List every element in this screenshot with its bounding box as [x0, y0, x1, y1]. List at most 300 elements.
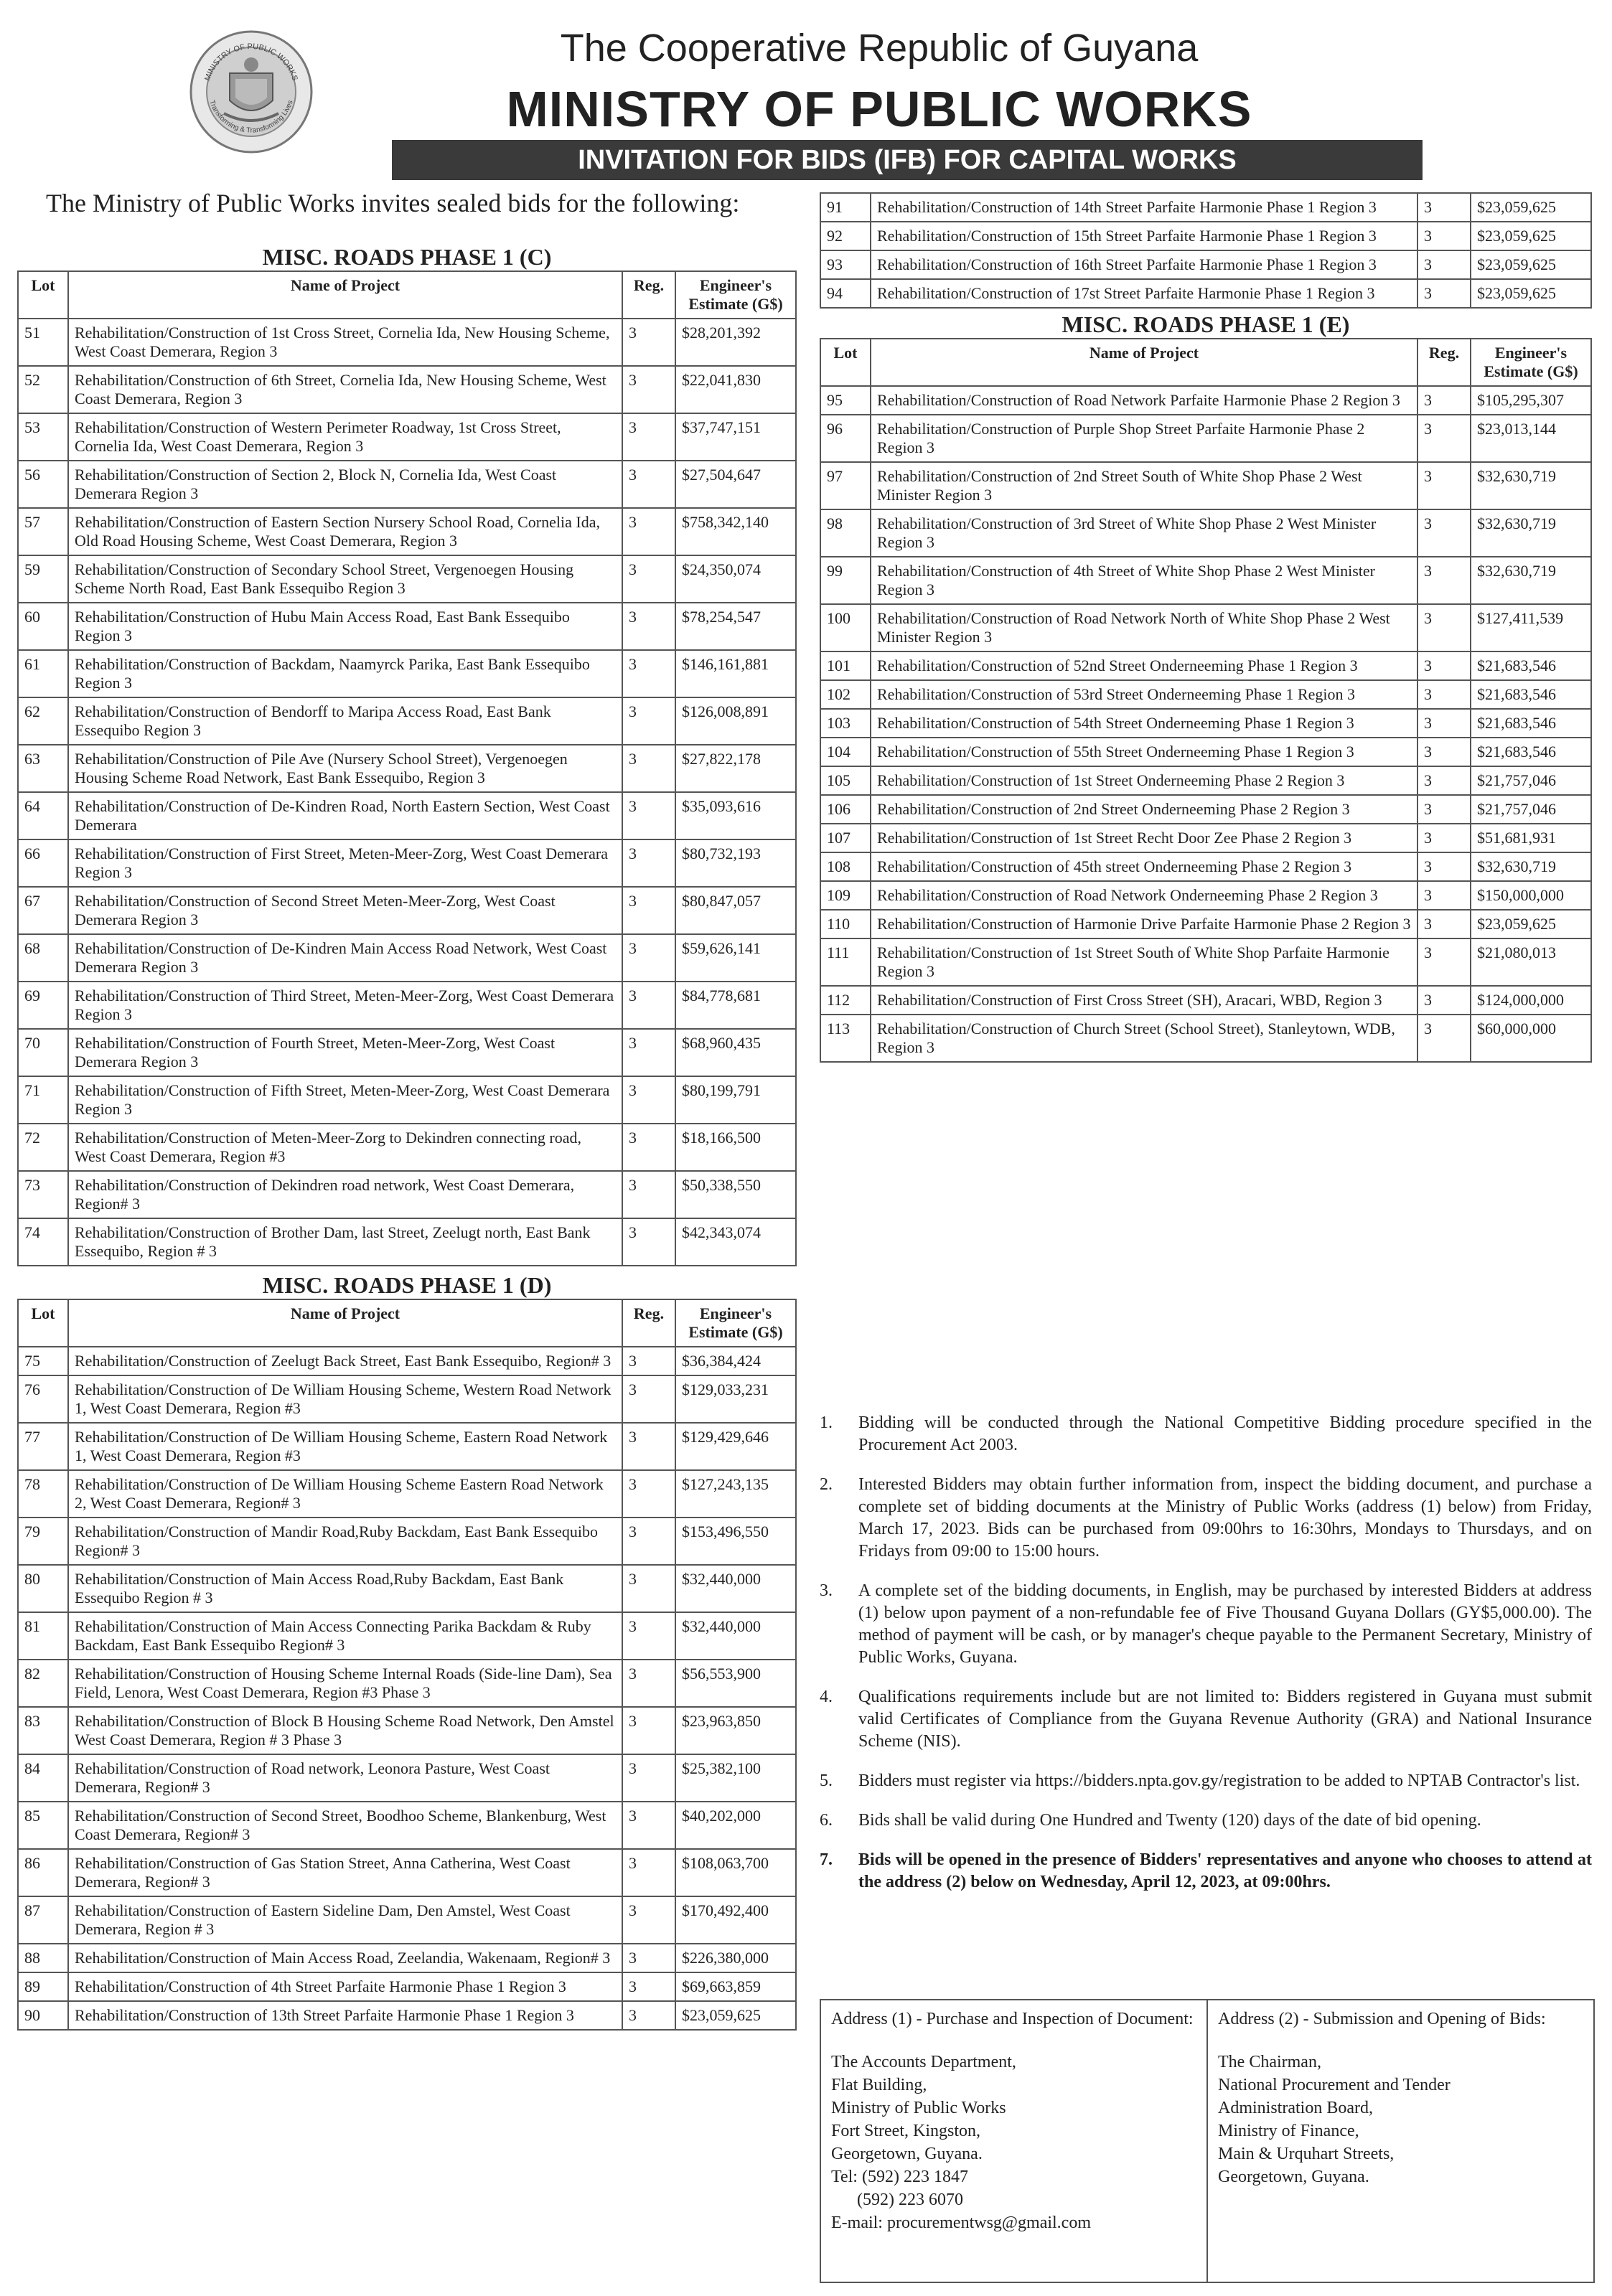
estimate-cell: $127,243,135: [675, 1470, 796, 1518]
project-name-cell: Rehabilitation/Construction of 52nd Street Onderneeming Phase 1 Region 3: [871, 651, 1417, 680]
lot-cell: 53: [18, 413, 68, 461]
region-cell: 3: [622, 1124, 675, 1171]
lot-cell: 79: [18, 1518, 68, 1565]
project-name-cell: Rehabilitation/Construction of 13th Street Parfaite Harmonie Phase 1 Region 3: [68, 2001, 622, 2030]
region-cell: 3: [622, 1565, 675, 1612]
project-name-cell: Rehabilitation/Construction of Fourth Street, Meten-Meer-Zorg, West Coast Demerara Region 3: [68, 1029, 622, 1076]
col-lot-header: Lot: [18, 1299, 68, 1347]
project-name-cell: Rehabilitation/Construction of 1st Street Recht Door Zee Phase 2 Region 3: [871, 824, 1417, 852]
lot-cell: 76: [18, 1375, 68, 1423]
region-cell: 3: [622, 508, 675, 555]
estimate-cell: $32,630,719: [1471, 509, 1591, 557]
address-1-line: Fort Street, Kingston,: [831, 2122, 980, 2140]
bid-row: [18, 1754, 796, 1802]
region-cell: 3: [1417, 222, 1471, 250]
lot-cell: 100: [820, 604, 871, 651]
lot-cell: 112: [820, 986, 871, 1015]
project-name-cell: Rehabilitation/Construction of 16th Street Parfaite Harmonie Phase 1 Region 3: [871, 250, 1417, 279]
address-2-box: [1206, 2000, 1593, 2282]
estimate-cell: $56,553,900: [675, 1660, 796, 1707]
bid-row: [18, 1218, 796, 1266]
lot-cell: 102: [820, 680, 871, 709]
region-cell: 3: [1417, 279, 1471, 308]
note-text: A complete set of the bidding documents, in English, may be purchased by interested Bidders at address (1) below upon payment of a non-refundable fee of Five Thousand Guyana Dollars (GY$5,000.00). The method of payment will be cash, or by manager's cheque payable to the Permanent Secretary, Ministry of Public Works, Guyana.: [858, 1581, 1592, 1667]
section-c-table: [17, 270, 797, 1266]
region-cell: 3: [622, 1076, 675, 1124]
region-cell: 3: [622, 603, 675, 650]
region-cell: 3: [622, 1896, 675, 1944]
project-name-cell: Rehabilitation/Construction of 1st Street Onderneeming Phase 2 Region 3: [871, 766, 1417, 795]
col-lot-header: Lot: [18, 271, 68, 319]
lot-cell: 105: [820, 766, 871, 795]
bid-row: [18, 1849, 796, 1896]
note-item: [820, 1686, 1592, 1753]
project-name-cell: Rehabilitation/Construction of De-Kindren Road, North Eastern Section, West Coast Demerara: [68, 792, 622, 839]
bid-row: [18, 745, 796, 792]
project-name-cell: Rehabilitation/Construction of 2nd Street Onderneeming Phase 2 Region 3: [871, 795, 1417, 824]
estimate-cell: $23,059,625: [675, 2001, 796, 2030]
region-cell: 3: [622, 1470, 675, 1518]
project-name-cell: Rehabilitation/Construction of Third Street, Meten-Meer-Zorg, West Coast Demerara Region 3: [68, 982, 622, 1029]
project-name-cell: Rehabilitation/Construction of Main Access Connecting Parika Backdam & Ruby Backdam, East Bank Essequibo Region# 3: [68, 1612, 622, 1660]
region-cell: 3: [622, 1423, 675, 1470]
lot-cell: 89: [18, 1972, 68, 2001]
project-name-cell: Rehabilitation/Construction of Road Network Onderneeming Phase 2 Region 3: [871, 881, 1417, 910]
col-reg-header: Reg.: [622, 1299, 675, 1347]
project-name-cell: Rehabilitation/Construction of 1st Cross Street, Cornelia Ida, New Housing Scheme, West Coast Demerara, Region 3: [68, 319, 622, 366]
region-cell: 3: [622, 982, 675, 1029]
address-1-email[interactable]: E-mail: procurementwsg@gmail.com: [831, 2213, 1092, 2232]
estimate-cell: $23,059,625: [1471, 910, 1591, 938]
region-cell: 3: [1417, 766, 1471, 795]
region-cell: 3: [622, 839, 675, 887]
col-est-header: Engineer's Estimate (G$): [675, 1299, 796, 1347]
region-cell: 3: [1417, 824, 1471, 852]
lot-cell: 106: [820, 795, 871, 824]
project-name-cell: Rehabilitation/Construction of Housing Scheme Internal Roads (Side-line Dam), Sea Field, Lenora, West Coast Demerara, Region #3 Phase 3: [68, 1660, 622, 1707]
lot-cell: 74: [18, 1218, 68, 1266]
note-number: 4.: [820, 1688, 833, 1706]
estimate-cell: $23,963,850: [675, 1707, 796, 1754]
address-2-heading: Address (2) - Submission and Opening of Bids:: [1218, 2010, 1546, 2028]
address-1-line: The Accounts Department,: [831, 2053, 1016, 2071]
section-d-table-part2: [820, 192, 1592, 309]
region-cell: 3: [1417, 738, 1471, 766]
project-name-cell: Rehabilitation/Construction of Section 2, Block N, Cornelia Ida, West Coast Demerara Region 3: [68, 461, 622, 508]
lot-cell: 64: [18, 792, 68, 839]
region-cell: 3: [1417, 462, 1471, 509]
section-e-title: MISC. ROADS PHASE 1 (E): [1062, 311, 1350, 337]
address-2-line: Administration Board,: [1218, 2099, 1373, 2117]
estimate-cell: $32,630,719: [1471, 557, 1591, 604]
region-cell: 3: [1417, 881, 1471, 910]
address-2-line: Main & Urquhart Streets,: [1218, 2145, 1395, 2163]
bid-row: [18, 1518, 796, 1565]
estimate-cell: $69,663,859: [675, 1972, 796, 2001]
seal-bottom-text: Transforming & Transforming Lives: [207, 99, 295, 135]
bid-row: [820, 604, 1591, 651]
estimate-cell: $170,492,400: [675, 1896, 796, 1944]
project-name-cell: Rehabilitation/Construction of 2nd Street South of White Shop Phase 2 West Minister Region 3: [871, 462, 1417, 509]
region-cell: 3: [622, 1944, 675, 1972]
project-name-cell: Rehabilitation/Construction of Backdam, Naamyrck Parika, East Bank Essequibo Region 3: [68, 650, 622, 697]
note-number: 7.: [820, 1850, 833, 1869]
lot-cell: 103: [820, 709, 871, 738]
lot-cell: 63: [18, 745, 68, 792]
col-reg-header: Reg.: [1417, 339, 1471, 386]
lot-cell: 78: [18, 1470, 68, 1518]
estimate-cell: $78,254,547: [675, 603, 796, 650]
estimate-cell: $105,295,307: [1471, 386, 1591, 415]
estimate-cell: $42,343,074: [675, 1218, 796, 1266]
lot-cell: 51: [18, 319, 68, 366]
estimate-cell: $129,429,646: [675, 1423, 796, 1470]
bid-row: [18, 792, 796, 839]
address-1-line: Ministry of Public Works: [831, 2099, 1006, 2117]
region-cell: 3: [1417, 795, 1471, 824]
intro-text: The Ministry of Public Works invites sealed bids for the following:: [46, 189, 740, 217]
estimate-cell: $21,757,046: [1471, 795, 1591, 824]
lot-cell: 71: [18, 1076, 68, 1124]
col-name-header: Name of Project: [871, 339, 1417, 386]
address-1-heading: Address (1) - Purchase and Inspection of Document:: [831, 2010, 1194, 2028]
estimate-cell: $21,080,013: [1471, 938, 1591, 986]
col-est-header: Engineer's Estimate (G$): [1471, 339, 1591, 386]
note-item: [820, 1474, 1592, 1563]
lot-cell: 108: [820, 852, 871, 881]
region-cell: 3: [622, 697, 675, 745]
bid-row: [820, 222, 1591, 250]
region-cell: 3: [622, 934, 675, 982]
note-item: [820, 1770, 1592, 1792]
bid-row: [820, 386, 1591, 415]
region-cell: 3: [622, 1347, 675, 1375]
estimate-cell: $23,059,625: [1471, 250, 1591, 279]
estimate-cell: $22,041,830: [675, 366, 796, 413]
estimate-cell: $146,161,881: [675, 650, 796, 697]
bid-row: [18, 1802, 796, 1849]
bid-row: [18, 603, 796, 650]
estimate-cell: $27,822,178: [675, 745, 796, 792]
project-name-cell: Rehabilitation/Construction of Second Street, Boodhoo Scheme, Blankenburg, West Coast Demerara, Region# 3: [68, 1802, 622, 1849]
region-cell: 3: [622, 1707, 675, 1754]
lot-cell: 59: [18, 555, 68, 603]
bid-row: [18, 1124, 796, 1171]
lot-cell: 52: [18, 366, 68, 413]
bid-row: [820, 910, 1591, 938]
estimate-cell: $21,757,046: [1471, 766, 1591, 795]
bid-row: [820, 193, 1591, 222]
region-cell: 3: [622, 1375, 675, 1423]
region-cell: 3: [622, 461, 675, 508]
region-cell: 3: [622, 1518, 675, 1565]
lot-cell: 69: [18, 982, 68, 1029]
note-text: Bidding will be conducted through the National Competitive Bidding procedure specified in the Procurement Act 2003.: [858, 1413, 1592, 1454]
project-name-cell: Rehabilitation/Construction of 3rd Street of White Shop Phase 2 West Minister Region 3: [871, 509, 1417, 557]
lot-cell: 111: [820, 938, 871, 986]
bid-row: [18, 366, 796, 413]
project-name-cell: Rehabilitation/Construction of 53rd Street Onderneeming Phase 1 Region 3: [871, 680, 1417, 709]
project-name-cell: Rehabilitation/Construction of Harmonie Drive Parfaite Harmonie Phase 2 Region 3: [871, 910, 1417, 938]
bid-row: [820, 881, 1591, 910]
bid-row: [18, 697, 796, 745]
bid-row: [820, 462, 1591, 509]
project-name-cell: Rehabilitation/Construction of 6th Street, Cornelia Ida, New Housing Scheme, West Coast Demerara, Region 3: [68, 366, 622, 413]
col-reg-header: Reg.: [622, 271, 675, 319]
bid-row: [18, 461, 796, 508]
region-cell: 3: [1417, 604, 1471, 651]
bid-row: [18, 1470, 796, 1518]
estimate-cell: $23,013,144: [1471, 415, 1591, 462]
address-1-line: Georgetown, Guyana.: [831, 2145, 983, 2163]
bid-row: [18, 319, 796, 366]
note-item: [820, 1810, 1592, 1832]
bid-row: [820, 766, 1591, 795]
project-name-cell: Rehabilitation/Construction of Meten-Meer-Zorg to Dekindren connecting road, West Coast Demerara, Region #3: [68, 1124, 622, 1171]
estimate-cell: $758,342,140: [675, 508, 796, 555]
seal-top-text: MINISTRY OF PUBLIC WORKS: [203, 42, 299, 83]
estimate-cell: $60,000,000: [1471, 1015, 1591, 1062]
estimate-cell: $32,440,000: [675, 1565, 796, 1612]
lot-cell: 80: [18, 1565, 68, 1612]
region-cell: 3: [1417, 193, 1471, 222]
project-name-cell: Rehabilitation/Construction of Bendorff to Maripa Access Road, East Bank Essequibo Region 3: [68, 697, 622, 745]
bid-row: [18, 1375, 796, 1423]
region-cell: 3: [1417, 1015, 1471, 1062]
estimate-cell: $80,847,057: [675, 887, 796, 934]
bid-row: [820, 709, 1591, 738]
col-name-header: Name of Project: [68, 271, 622, 319]
estimate-cell: $59,626,141: [675, 934, 796, 982]
bid-row: [18, 1029, 796, 1076]
bid-row: [820, 795, 1591, 824]
lot-cell: 66: [18, 839, 68, 887]
lot-cell: 87: [18, 1896, 68, 1944]
region-cell: 3: [622, 650, 675, 697]
lot-cell: 92: [820, 222, 871, 250]
project-name-cell: Rehabilitation/Construction of 14th Street Parfaite Harmonie Phase 1 Region 3: [871, 193, 1417, 222]
project-name-cell: Rehabilitation/Construction of Second Street Meten-Meer-Zorg, West Coast Demerara Region 3: [68, 887, 622, 934]
address-1-line: Flat Building,: [831, 2076, 927, 2094]
project-name-cell: Rehabilitation/Construction of Hubu Main Access Road, East Bank Essequibo Region 3: [68, 603, 622, 650]
bid-row: [18, 1707, 796, 1754]
lot-cell: 67: [18, 887, 68, 934]
estimate-cell: $23,059,625: [1471, 193, 1591, 222]
project-name-cell: Rehabilitation/Construction of Fifth Street, Meten-Meer-Zorg, West Coast Demerara Region 3: [68, 1076, 622, 1124]
estimate-cell: $126,008,891: [675, 697, 796, 745]
estimate-cell: $32,440,000: [675, 1612, 796, 1660]
address-2-line: National Procurement and Tender: [1218, 2076, 1451, 2094]
section-e-table: [820, 338, 1592, 1063]
estimate-cell: $50,338,550: [675, 1171, 796, 1218]
region-cell: 3: [622, 792, 675, 839]
col-name-header: Name of Project: [68, 1299, 622, 1347]
region-cell: 3: [622, 887, 675, 934]
project-name-cell: Rehabilitation/Construction of 54th Street Onderneeming Phase 1 Region 3: [871, 709, 1417, 738]
bid-row: [18, 1972, 796, 2001]
region-cell: 3: [1417, 509, 1471, 557]
bid-row: [820, 250, 1591, 279]
estimate-cell: $108,063,700: [675, 1849, 796, 1896]
project-name-cell: Rehabilitation/Construction of Eastern Sideline Dam, Den Amstel, West Coast Demerara, Region # 3: [68, 1896, 622, 1944]
bid-row: [820, 651, 1591, 680]
lot-cell: 101: [820, 651, 871, 680]
note-text: Bids shall be valid during One Hundred and Twenty (120) days of the date of bid opening.: [858, 1811, 1481, 1830]
project-name-cell: Rehabilitation/Construction of 15th Street Parfaite Harmonie Phase 1 Region 3: [871, 222, 1417, 250]
estimate-cell: $124,000,000: [1471, 986, 1591, 1015]
region-cell: 3: [1417, 386, 1471, 415]
lot-cell: 84: [18, 1754, 68, 1802]
bid-row: [18, 1171, 796, 1218]
note-text: Interested Bidders may obtain further information from, inspect the bidding document, and purchase a complete set of bidding documents at the Ministry of Public Works (address (1) below) from Friday, March 17, 2023. Bids can be purchased from 09:00hrs to 16:30hrs, Mondays to Thursdays, and on Fridays from 09:00 to 15:00 hours.: [858, 1475, 1592, 1561]
note-number: 3.: [820, 1581, 833, 1600]
lot-cell: 99: [820, 557, 871, 604]
note-number: 5.: [820, 1772, 833, 1790]
lot-cell: 70: [18, 1029, 68, 1076]
bid-row: [18, 1423, 796, 1470]
lot-cell: 77: [18, 1423, 68, 1470]
estimate-cell: $21,683,546: [1471, 738, 1591, 766]
project-name-cell: Rehabilitation/Construction of Road network, Leonora Pasture, West Coast Demerara, Region# 3: [68, 1754, 622, 1802]
lot-cell: 104: [820, 738, 871, 766]
estimate-cell: $21,683,546: [1471, 709, 1591, 738]
bid-row: [820, 680, 1591, 709]
estimate-cell: $23,059,625: [1471, 222, 1591, 250]
bid-row: [18, 934, 796, 982]
region-cell: 3: [622, 2001, 675, 2030]
estimate-cell: $18,166,500: [675, 1124, 796, 1171]
bid-row: [18, 2001, 796, 2030]
region-cell: 3: [622, 1849, 675, 1896]
bid-row: [820, 509, 1591, 557]
region-cell: 3: [1417, 910, 1471, 938]
note-text: Bidders must register via https://bidders.npta.gov.gy/registration to be added to NPTAB Contractor's list.: [858, 1772, 1580, 1790]
region-cell: 3: [1417, 250, 1471, 279]
lot-cell: 98: [820, 509, 871, 557]
lot-cell: 61: [18, 650, 68, 697]
project-name-cell: Rehabilitation/Construction of Secondary School Street, Vergenoegen Housing Scheme North Road, East Bank Essequibo Region 3: [68, 555, 622, 603]
lot-cell: 93: [820, 250, 871, 279]
lot-cell: 60: [18, 603, 68, 650]
lot-cell: 81: [18, 1612, 68, 1660]
section-d-table-part1: [17, 1299, 797, 2031]
estimate-cell: $21,683,546: [1471, 651, 1591, 680]
project-name-cell: Rehabilitation/Construction of Gas Station Street, Anna Catherina, West Coast Demerara, Region# 3: [68, 1849, 622, 1896]
project-name-cell: Rehabilitation/Construction of 55th Street Onderneeming Phase 1 Region 3: [871, 738, 1417, 766]
region-cell: 3: [622, 1612, 675, 1660]
estimate-cell: $25,382,100: [675, 1754, 796, 1802]
project-name-cell: Rehabilitation/Construction of Pile Ave (Nursery School Street), Vergenoegen Housing Scheme Road Network, East Bank Essequibo, Region 3: [68, 745, 622, 792]
col-lot-header: Lot: [820, 339, 871, 386]
region-cell: 3: [622, 366, 675, 413]
project-name-cell: Rehabilitation/Construction of 4th Street Parfaite Harmonie Phase 1 Region 3: [68, 1972, 622, 2001]
bid-row: [18, 1944, 796, 1972]
project-name-cell: Rehabilitation/Construction of First Cross Street (SH), Aracari, WBD, Region 3: [871, 986, 1417, 1015]
estimate-cell: $28,201,392: [675, 319, 796, 366]
project-name-cell: Rehabilitation/Construction of Dekindren road network, West Coast Demerara, Region# 3: [68, 1171, 622, 1218]
estimate-cell: $51,681,931: [1471, 824, 1591, 852]
project-name-cell: Rehabilitation/Construction of Main Access Road,Ruby Backdam, East Bank Essequibo Region # 3: [68, 1565, 622, 1612]
region-cell: 3: [622, 745, 675, 792]
lot-cell: 75: [18, 1347, 68, 1375]
lot-cell: 72: [18, 1124, 68, 1171]
region-cell: 3: [1417, 557, 1471, 604]
ministry-seal-logo: [188, 29, 314, 155]
region-cell: 3: [622, 1660, 675, 1707]
ifb-banner: INVITATION FOR BIDS (IFB) FOR CAPITAL WORKS: [392, 140, 1423, 180]
project-name-cell: Rehabilitation/Construction of 4th Street of White Shop Phase 2 West Minister Region 3: [871, 557, 1417, 604]
project-name-cell: Rehabilitation/Construction of Mandir Road,Ruby Backdam, East Bank Essequibo Region# 3: [68, 1518, 622, 1565]
project-name-cell: Rehabilitation/Construction of Zeelugt Back Street, East Bank Essequibo, Region# 3: [68, 1347, 622, 1375]
lot-cell: 88: [18, 1944, 68, 1972]
project-name-cell: Rehabilitation/Construction of Brother Dam, last Street, Zeelugt north, East Bank Essequibo, Region # 3: [68, 1218, 622, 1266]
bid-row: [18, 887, 796, 934]
lot-cell: 85: [18, 1802, 68, 1849]
region-cell: 3: [1417, 986, 1471, 1015]
lot-cell: 110: [820, 910, 871, 938]
bid-row: [820, 986, 1591, 1015]
country-title: The Cooperative Republic of Guyana: [560, 27, 1199, 70]
lot-cell: 107: [820, 824, 871, 852]
address-2-line: Georgetown, Guyana.: [1218, 2168, 1369, 2186]
region-cell: 3: [1417, 651, 1471, 680]
lot-cell: 73: [18, 1171, 68, 1218]
lot-cell: 91: [820, 193, 871, 222]
project-name-cell: Rehabilitation/Construction of De William Housing Scheme Eastern Road Network 2, West Coast Demerara, Region# 3: [68, 1470, 622, 1518]
project-name-cell: Rehabilitation/Construction of Road Network North of White Shop Phase 2 West Minister Region 3: [871, 604, 1417, 651]
estimate-cell: $80,732,193: [675, 839, 796, 887]
ministry-title: MINISTRY OF PUBLIC WORKS: [506, 81, 1252, 137]
bid-row: [820, 1015, 1591, 1062]
estimate-cell: $24,350,074: [675, 555, 796, 603]
project-name-cell: Rehabilitation/Construction of Block B Housing Scheme Road Network, Den Amstel West Coast Demerara, Region # 3 Phase 3: [68, 1707, 622, 1754]
project-name-cell: Rehabilitation/Construction of 45th street Onderneeming Phase 2 Region 3: [871, 852, 1417, 881]
bid-row: [18, 413, 796, 461]
project-name-cell: Rehabilitation/Construction of De William Housing Scheme, Western Road Network 1, West Coast Demerara, Region #3: [68, 1375, 622, 1423]
lot-cell: 95: [820, 386, 871, 415]
lot-cell: 86: [18, 1849, 68, 1896]
lot-cell: 56: [18, 461, 68, 508]
region-cell: 3: [1417, 938, 1471, 986]
project-name-cell: Rehabilitation/Construction of De-Kindren Main Access Road Network, West Coast Demerara Region 3: [68, 934, 622, 982]
address-1-phone: Tel: (592) 223 1847: [831, 2168, 968, 2186]
address-1-box: [821, 2000, 1206, 2282]
lot-cell: 57: [18, 508, 68, 555]
estimate-cell: $37,747,151: [675, 413, 796, 461]
estimate-cell: $127,411,539: [1471, 604, 1591, 651]
right-column: [820, 192, 1592, 1063]
bid-row: [18, 1565, 796, 1612]
estimate-cell: $84,778,681: [675, 982, 796, 1029]
estimate-cell: $36,384,424: [675, 1347, 796, 1375]
estimate-cell: $23,059,625: [1471, 279, 1591, 308]
project-name-cell: Rehabilitation/Construction of 17st Street Parfaite Harmonie Phase 1 Region 3: [871, 279, 1417, 308]
lot-cell: 109: [820, 881, 871, 910]
bid-row: [820, 279, 1591, 308]
lot-cell: 90: [18, 2001, 68, 2030]
address-2-line: The Chairman,: [1218, 2053, 1321, 2071]
lot-cell: 82: [18, 1660, 68, 1707]
region-cell: 3: [1417, 680, 1471, 709]
region-cell: 3: [622, 1802, 675, 1849]
bid-row: [18, 1347, 796, 1375]
project-name-cell: Rehabilitation/Construction of First Street, Meten-Meer-Zorg, West Coast Demerara Region 3: [68, 839, 622, 887]
bid-row: [18, 1612, 796, 1660]
bid-row: [820, 852, 1591, 881]
bid-row: [18, 839, 796, 887]
project-name-cell: Rehabilitation/Construction of De William Housing Scheme, Eastern Road Network 1, West Coast Demerara, Region #3: [68, 1423, 622, 1470]
bid-row: [18, 650, 796, 697]
